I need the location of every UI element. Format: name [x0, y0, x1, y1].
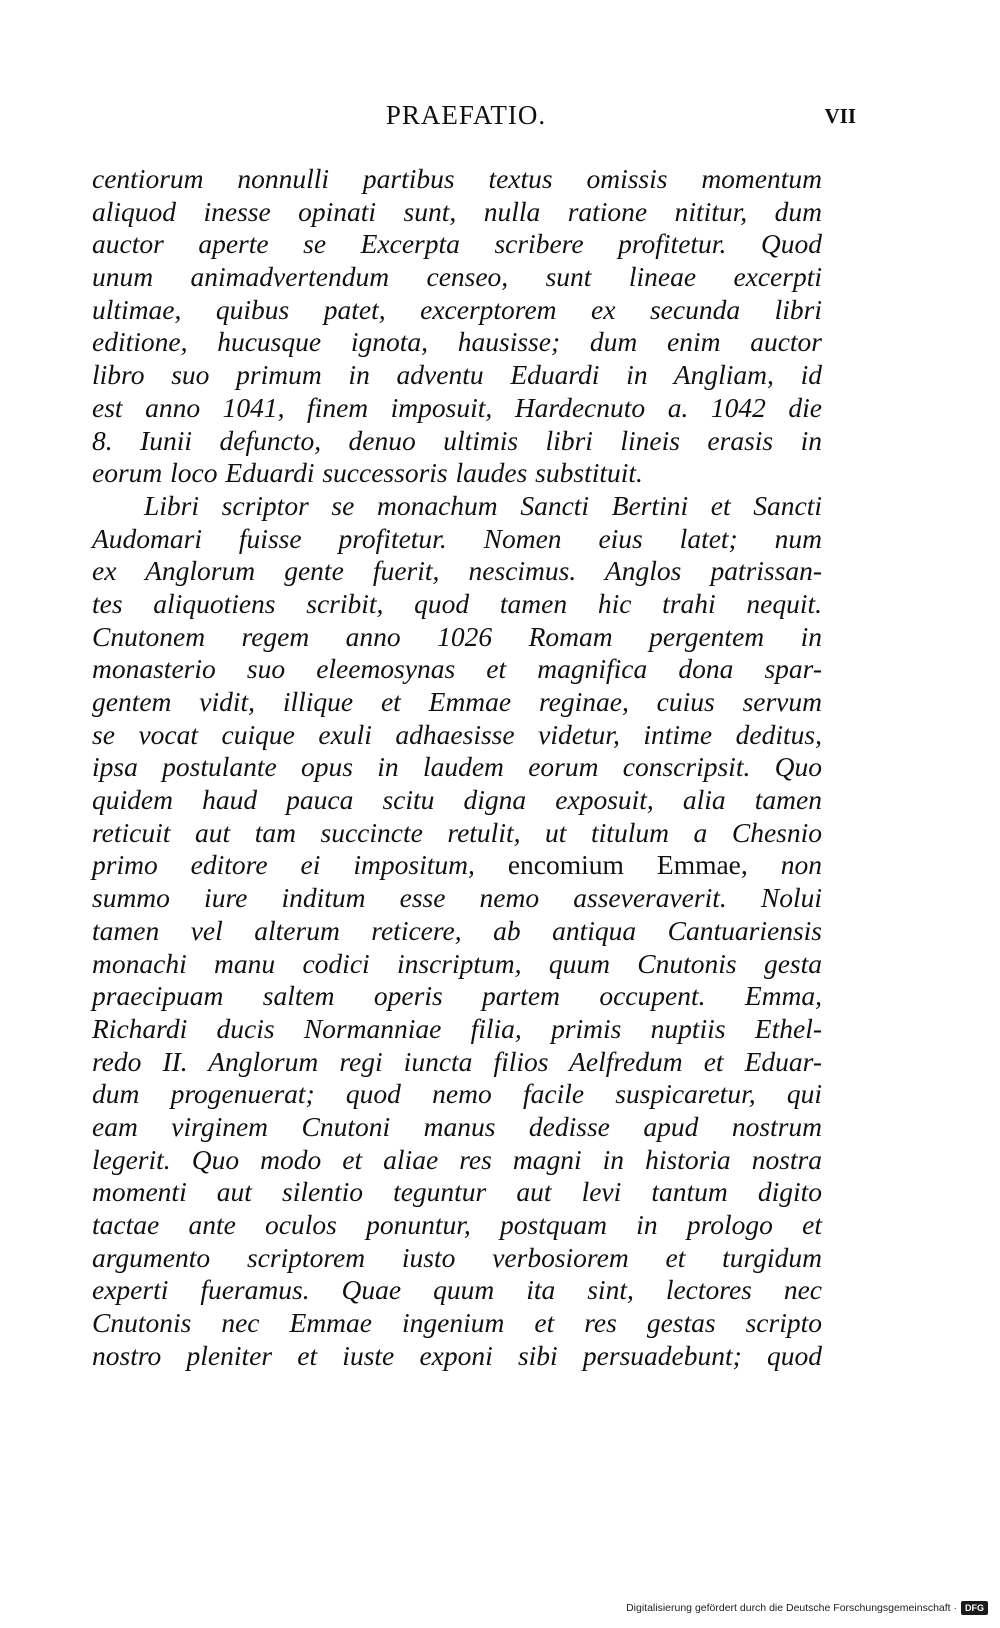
text-segment: ex Anglorum gente fuerit, nescimus. Anglos patrissan-: [92, 555, 822, 587]
text-segment: unum animadvertendum censeo, sunt lineae excerpti: [92, 261, 822, 293]
text-segment: tamen vel alterum reticere, ab antiqua Cantuariensis: [92, 914, 822, 946]
text-segment: Libri scriptor se monachum Sancti Bertini et Sancti: [144, 489, 822, 521]
text-line: [92, 1274, 822, 1307]
text-segment: auctor aperte se Excerpta scribere profitetur. Quod: [92, 228, 822, 260]
text-segment: monasterio suo eleemosynas et magnifica dona spar-: [92, 653, 822, 685]
text-segment: reticuit aut tam succincte retulit, ut titulum a Chesnio: [92, 816, 822, 848]
text-segment: aliquod inesse opinati sunt, nulla ratione nititur, dum: [92, 195, 822, 227]
text-segment: summo iure inditum esse nemo asseveraverit. Nolui: [92, 882, 822, 914]
text-segment: 8. Iunii defuncto, denuo ultimis libri lineis erasis in: [92, 424, 822, 456]
text-segment: eorum loco Eduardi successoris laudes substituit.: [92, 457, 643, 489]
text-segment: encomium Emmae: [507, 849, 741, 881]
text-line: [92, 1078, 822, 1111]
text-line: [92, 1144, 822, 1177]
running-head: [96, 100, 856, 140]
text-line: [92, 555, 822, 588]
text-line: [92, 261, 822, 294]
text-line: [92, 1209, 822, 1242]
funding-note: Digitalisierung gefördert durch die Deutsche Forschungsgemeinschaft ·: [626, 1602, 957, 1614]
text-segment: se vocat cuique exuli adhaesisse videtur, intime deditus,: [92, 718, 822, 750]
text-segment: Cnutonem regem anno 1026 Romam pergentem in: [92, 620, 822, 652]
text-segment: centiorum nonnulli partibus textus omissis momentum: [92, 163, 822, 194]
text-segment: quidem haud pauca scitu digna exposuit, alia tamen: [92, 784, 822, 816]
text-line: [92, 457, 822, 490]
text-line: [92, 915, 822, 948]
text-line: [92, 326, 822, 359]
text-line: [92, 653, 822, 686]
text-line: [92, 588, 822, 621]
text-line: [92, 784, 822, 817]
text-segment: libro suo primum in adventu Eduardi in Angliam, id: [92, 359, 822, 391]
text-line: [92, 686, 822, 719]
text-line: [92, 980, 822, 1013]
dfg-logo: DFG: [961, 1601, 988, 1615]
text-segment: ipsa postulante opus in laudem eorum conscripsit. Quo: [92, 751, 822, 783]
text-line: [92, 849, 822, 882]
text-segment: Audomari fuisse profitetur. Nomen eius latet; num: [92, 522, 822, 554]
text-line: [92, 719, 822, 752]
text-line: [92, 1340, 822, 1373]
text-line: [92, 817, 822, 850]
text-segment: redo II. Anglorum regi iuncta filios Aelfredum et Eduar-: [92, 1045, 822, 1077]
text-line: [92, 882, 822, 915]
text-line: [92, 1111, 822, 1144]
text-segment: editione, hucusque ignota, hausisse; dum enim auctor: [92, 326, 822, 358]
text-segment: tes aliquotiens scribit, quod tamen hic trahi nequit.: [92, 587, 822, 619]
text-segment: momenti aut silentio teguntur aut levi tantum digito: [92, 1176, 822, 1208]
text-line: [92, 196, 822, 229]
body-text: [92, 163, 822, 1372]
text-segment: , non: [740, 849, 822, 881]
text-segment: primo editore ei impositum,: [92, 849, 508, 881]
text-segment: experti fueramus. Quae quum ita sint, lectores nec: [92, 1274, 822, 1306]
text-line: [92, 751, 822, 784]
text-line: [92, 1046, 822, 1079]
text-line: [92, 294, 822, 327]
text-line: [92, 425, 822, 458]
text-line: [92, 523, 822, 556]
text-segment: ultimae, quibus patet, excerptorem ex secunda libri: [92, 293, 822, 325]
page-number: VII: [824, 104, 856, 128]
text-segment: nostro pleniter et iuste exponi sibi persuadebunt; quod: [92, 1339, 822, 1371]
text-segment: est anno 1041, finem imposuit, Hardecnuto a. 1042 die: [92, 391, 822, 423]
text-segment: gentem vidit, illique et Emmae reginae, cuius servum: [92, 686, 822, 717]
digitization-credit: [626, 1600, 988, 1616]
text-segment: tactae ante oculos ponuntur, postquam in prologo et: [92, 1209, 822, 1240]
text-segment: Cnutonis nec Emmae ingenium et res gestas scripto: [92, 1307, 822, 1339]
text-line: [92, 228, 822, 261]
text-line: [92, 948, 822, 981]
text-line: [92, 1307, 822, 1340]
text-segment: legerit. Quo modo et aliae res magni in historia nostra: [92, 1143, 822, 1175]
text-segment: praecipuam saltem operis partem occupent. Emma,: [92, 980, 822, 1012]
text-segment: monachi manu codici inscriptum, quum Cnutonis gesta: [92, 947, 822, 979]
text-line: [92, 359, 822, 392]
text-segment: Richardi ducis Normanniae filia, primis nuptiis Ethel-: [92, 1012, 822, 1044]
text-line: [92, 490, 822, 523]
text-segment: argumento scriptorem iusto verbosiorem et turgidum: [92, 1241, 822, 1273]
text-line: [92, 621, 822, 654]
running-title: PRAEFATIO.: [385, 100, 547, 130]
text-line: [92, 1013, 822, 1046]
text-line: [92, 392, 822, 425]
text-line: [92, 163, 822, 196]
text-line: [92, 1242, 822, 1275]
text-line: [92, 1176, 822, 1209]
text-segment: dum progenuerat; quod nemo facile suspicaretur, qui: [92, 1078, 822, 1110]
text-segment: eam virginem Cnutoni manus dedisse apud nostrum: [92, 1110, 822, 1142]
